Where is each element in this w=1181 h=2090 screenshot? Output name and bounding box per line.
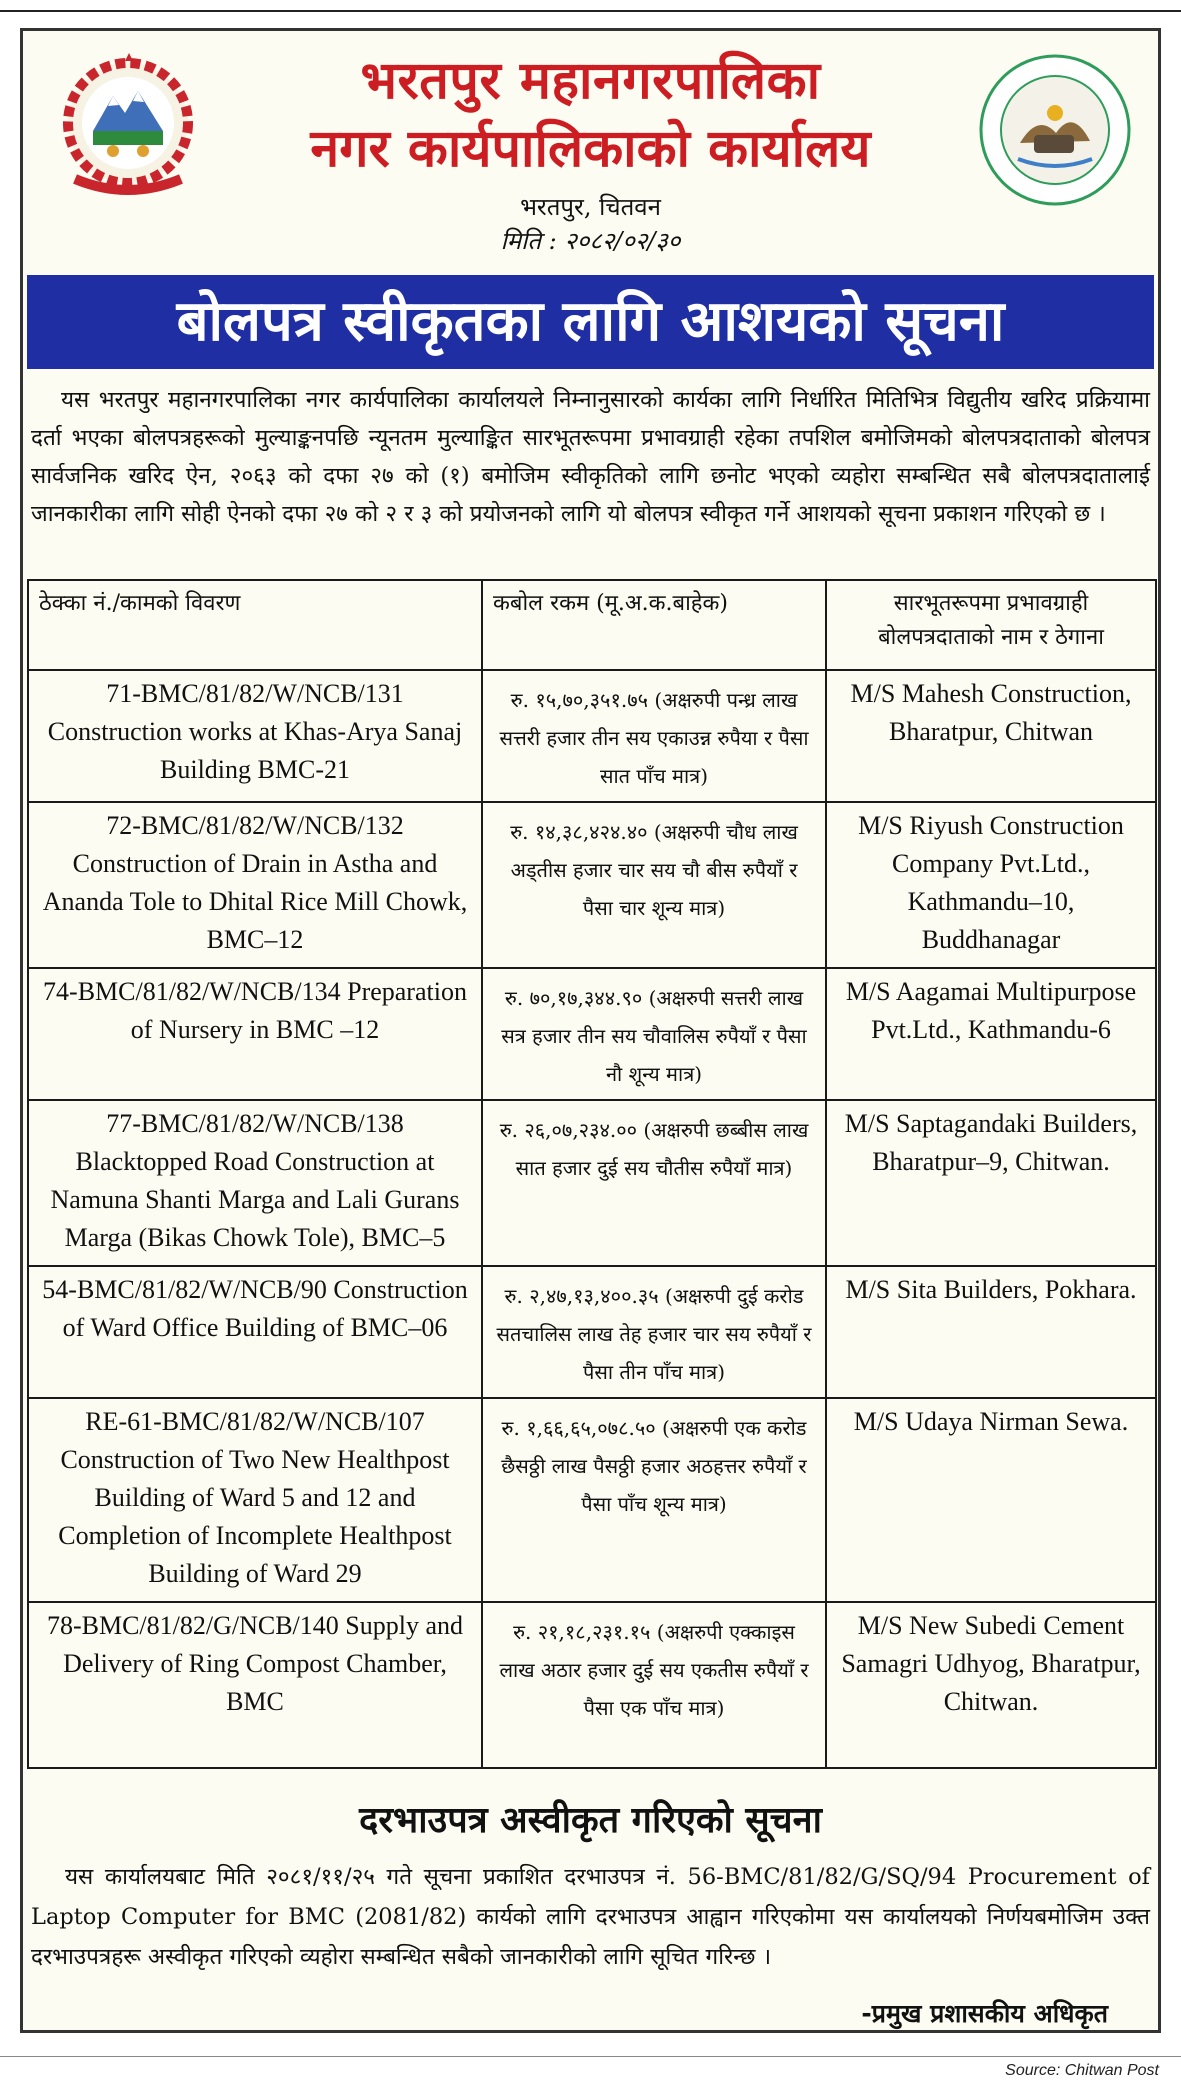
signature: -प्रमुख प्रशासकीय अधिकृत — [861, 1999, 1108, 2028]
intro-paragraph: यस भरतपुर महानगरपालिका नगर कार्यपालिका कार्यालयले निम्नानुसारको कार्यका लागि निर्धारित मितिभित्र विद्युतीय खरिद प्रक्रियामा दर्ता भएका बोलपत्रहरूको मुल्याङ्कनपछि न्यूनतम मुल्याङ्कित सारभूतरूपमा प्रभावग्राही रहेका तपशिल बमोजिमको बोलपत्रदाताको बोलपत्र सार्वजनिक खरिद ऐन, २०६३ को दफा २७ को (१) बमोजिम स्वीकृतिको लागि छनोट भएको व्यहोरा सम्बन्धित सबै बोलपत्रदातालाई जानकारीका लागि सोही ऐनको दफा २७ को २ र ३ को प्रयोजनको लागि यो बोलपत्र स्वीकृत गर्ने आशयको सूचना प्रकाशन गरिएको छ । — [31, 387, 1150, 527]
work-cell: 72-BMC/81/82/W/NCB/132 Construction of Drain in Astha and Ananda Tole to Dhital Rice Mill Chowk, BMC–12 — [28, 802, 482, 968]
column-header-amount: कबोल रकम (मू.अ.क.बाहेक) — [482, 580, 826, 670]
bidder-cell: M/S New Subedi Cement Samagri Udhyog, Bharatpur, Chitwan. — [826, 1602, 1156, 1768]
amount-cell: रु. ७०,१७,३४४.९० (अक्षरुपी सत्तरी लाख सत्र हजार तीन सय चौवालिस रुपैयाँ र पैसा नौ शून्य मात्र) — [482, 968, 826, 1100]
top-rule — [0, 0, 1181, 12]
bottom-rule — [0, 2056, 1181, 2057]
notice-frame — [20, 28, 1161, 2033]
bidder-cell: M/S Udaya Nirman Sewa. — [826, 1398, 1156, 1602]
amount-cell: रु. १,६६,६५,०७८.५० (अक्षरुपी एक करोड छैसठ्ठी लाख पैसठ्ठी हजार अठहत्तर रुपैयाँ र पैसा पाँच शून्य मात्र) — [482, 1398, 826, 1602]
column-header-bidder: सारभूतरूपमा प्रभावग्राही बोलपत्रदाताको नाम र ठेगाना — [826, 580, 1156, 670]
office-name: नगर कार्यपालिकाको कार्यालय — [310, 119, 871, 179]
rejection-body: यस कार्यालयबाट मिति २०८१/११/२५ गते सूचना प्रकाशित दरभाउपत्र नं. 56-BMC/81/82/G/SQ/94 Procurement of Laptop Computer for BMC (2081/82) कार्यको लागि दरभाउपत्र आह्वान गरिएकोमा यस कार्यालयको निर्णयबमोजिम उक्त दरभाउपत्रहरू अस्वीकृत गरिएको व्यहोरा सम्बन्धित सबैको जानकारीको लागि सूचित गरिन्छ । — [31, 1864, 1150, 1970]
location: भरतपुर, चितवन — [520, 193, 661, 221]
table-row — [28, 968, 1156, 1100]
work-cell: 74-BMC/81/82/W/NCB/134 Preparation of Nursery in BMC –12 — [28, 968, 482, 1100]
table-row — [28, 1266, 1156, 1398]
bharatpur-city-logo — [978, 53, 1132, 207]
header — [23, 31, 1158, 273]
nepal-emblem-logo — [53, 51, 203, 201]
column-header-work: ठेक्का नं./कामको विवरण — [28, 580, 482, 670]
source-credit: Source: Chitwan Post — [1005, 2062, 1159, 2079]
work-cell: 71-BMC/81/82/W/NCB/131 Construction works at Khas-Arya Sanaj Building BMC-21 — [28, 670, 482, 802]
bidder-cell: M/S Aagamai Multipurpose Pvt.Ltd., Kathmandu-6 — [826, 968, 1156, 1100]
bidder-cell: M/S Mahesh Construction, Bharatpur, Chitwan — [826, 670, 1156, 802]
table-row — [28, 1398, 1156, 1602]
notice-date: मिति : २०८२/०२/३० — [500, 227, 681, 255]
amount-cell: रु. २१,१८,२३१.१५ (अक्षरुपी एक्काइस लाख अठार हजार दुई सय एकतीस रुपैयाँ र पैसा एक पाँच मात्र) — [482, 1602, 826, 1768]
work-cell: RE-61-BMC/81/82/W/NCB/107 Construction of Two New Healthpost Building of Ward 5 and 12 and Completion of Incomplete Healthpost Building of Ward 29 — [28, 1398, 482, 1602]
amount-cell: रु. १४,३८,४२४.४० (अक्षरुपी चौध लाख अड्तीस हजार चार सय चौ बीस रुपैयाँ र पैसा चार शून्य मात्र) — [482, 802, 826, 968]
bidder-cell: M/S Riyush Construction Company Pvt.Ltd., Kathmandu–10, Buddhanagar — [826, 802, 1156, 968]
table-row — [28, 1602, 1156, 1768]
work-cell: 54-BMC/81/82/W/NCB/90 Construction of Ward Office Building of BMC–06 — [28, 1266, 482, 1398]
table-header-row — [28, 580, 1156, 670]
org-name: भरतपुर महानगरपालिका — [360, 51, 821, 111]
table-row — [28, 670, 1156, 802]
bid-table-wrapper — [27, 579, 1155, 1769]
amount-cell: रु. १५,७०,३५१.७५ (अक्षरुपी पन्ध्र लाख सत्तरी हजार तीन सय एकाउन्न रुपैया र पैसा सात पाँच मात्र) — [482, 670, 826, 802]
table-row — [28, 802, 1156, 968]
amount-cell: रु. २६,०७,२३४.०० (अक्षरुपी छब्बीस लाख सात हजार दुई सय चौतीस रुपैयाँ मात्र) — [482, 1100, 826, 1266]
bid-table — [27, 579, 1157, 1769]
rejection-title: दरभाउपत्र अस्वीकृत गरिएको सूचना — [359, 1800, 822, 1841]
table-row — [28, 1100, 1156, 1266]
bidder-cell: M/S Sita Builders, Pokhara. — [826, 1266, 1156, 1398]
work-cell: 78-BMC/81/82/G/NCB/140 Supply and Delivery of Ring Compost Chamber, BMC — [28, 1602, 482, 1768]
notice-title-banner: बोलपत्र स्वीकृतका लागि आशयको सूचना — [27, 275, 1154, 369]
work-cell: 77-BMC/81/82/W/NCB/138 Blacktopped Road Construction at Namuna Shanti Marga and Lali Gurans Marga (Bikas Chowk Tole), BMC–5 — [28, 1100, 482, 1266]
amount-cell: रु. २,४७,१३,४००.३५ (अक्षरुपी दुई करोड सतचालिस लाख तेह हजार चार सय रुपैयाँ र पैसा तीन पाँच मात्र) — [482, 1266, 826, 1398]
bidder-cell: M/S Saptagandaki Builders, Bharatpur–9, Chitwan. — [826, 1100, 1156, 1266]
